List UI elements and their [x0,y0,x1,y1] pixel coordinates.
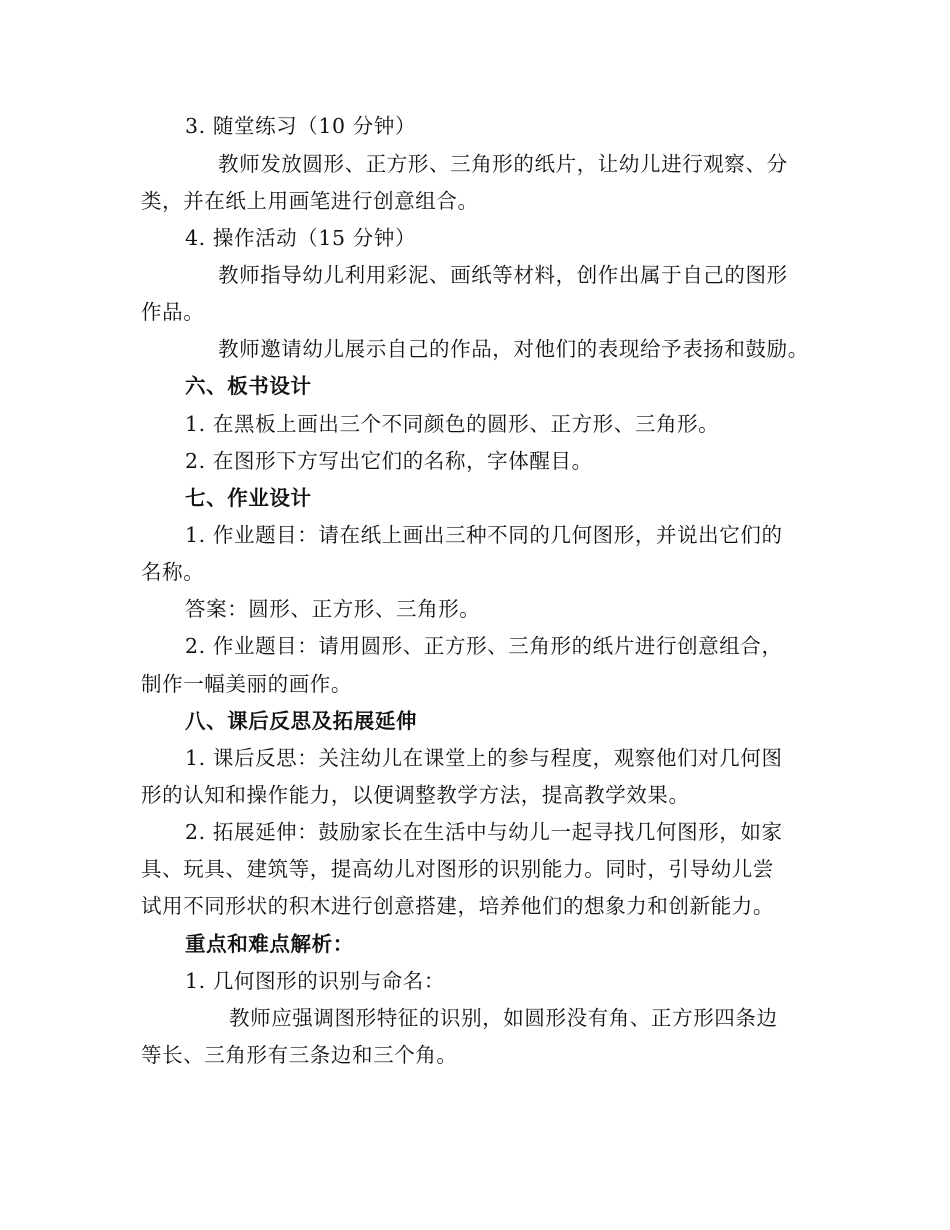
list-item: 1. 几何图形的识别与命名： [185,969,445,993]
paragraph-line: 教师发放圆形、正方形、三角形的纸片，让幼儿进行观察、分 [218,152,788,176]
section-heading-7: 七、作业设计 [185,486,312,510]
list-item-3: 3. 随堂练习（10 分钟） [185,114,417,138]
paragraph-line: 试用不同形状的积木进行创意搭建，培养他们的想象力和创新能力。 [141,894,774,918]
paragraph-line: 作品。 [141,300,205,324]
section-heading-6: 六、板书设计 [185,374,312,398]
section-heading-8: 八、课后反思及拓展延伸 [185,709,418,733]
paragraph-line: 教师邀请幼儿展示自己的作品，对他们的表现给予表扬和鼓励。 [218,337,809,361]
paragraph-line: 类，并在纸上用画笔进行创意组合。 [141,189,479,213]
paragraph-line: 名称。 [141,560,205,584]
list-item: 2. 拓展延伸：鼓励家长在生活中与幼儿一起寻找几何图形，如家 [185,820,783,844]
section-heading-key-points: 重点和难点解析： [185,932,354,956]
list-item: 1. 在黑板上画出三个不同颜色的圆形、正方形、三角形。 [185,412,720,436]
paragraph-line: 等长、三角形有三条边和三个角。 [141,1043,458,1067]
paragraph-line: 教师应强调图形特征的识别，如圆形没有角、正方形四条边 [229,1006,778,1030]
paragraph-line: 教师指导幼儿利用彩泥、画纸等材料，创作出属于自己的图形 [218,263,788,287]
list-item: 2. 作业题目：请用圆形、正方形、三角形的纸片进行创意组合， [185,634,783,658]
paragraph-line: 制作一幅美丽的画作。 [141,672,352,696]
list-item: 1. 课后反思：关注幼儿在课堂上的参与程度，观察他们对几何图 [185,746,783,770]
paragraph-line: 形的认知和操作能力，以便调整教学方法，提高教学效果。 [141,783,690,807]
list-item-4: 4. 操作活动（15 分钟） [185,226,417,250]
paragraph-line: 具、玩具、建筑等，提高幼儿对图形的识别能力。同时，引导幼儿尝 [141,857,774,881]
list-item: 2. 在图形下方写出它们的名称，字体醒目。 [185,449,593,473]
answer-line: 答案：圆形、正方形、三角形。 [185,597,481,621]
list-item: 1. 作业题目：请在纸上画出三种不同的几何图形，并说出它们的 [185,523,783,547]
